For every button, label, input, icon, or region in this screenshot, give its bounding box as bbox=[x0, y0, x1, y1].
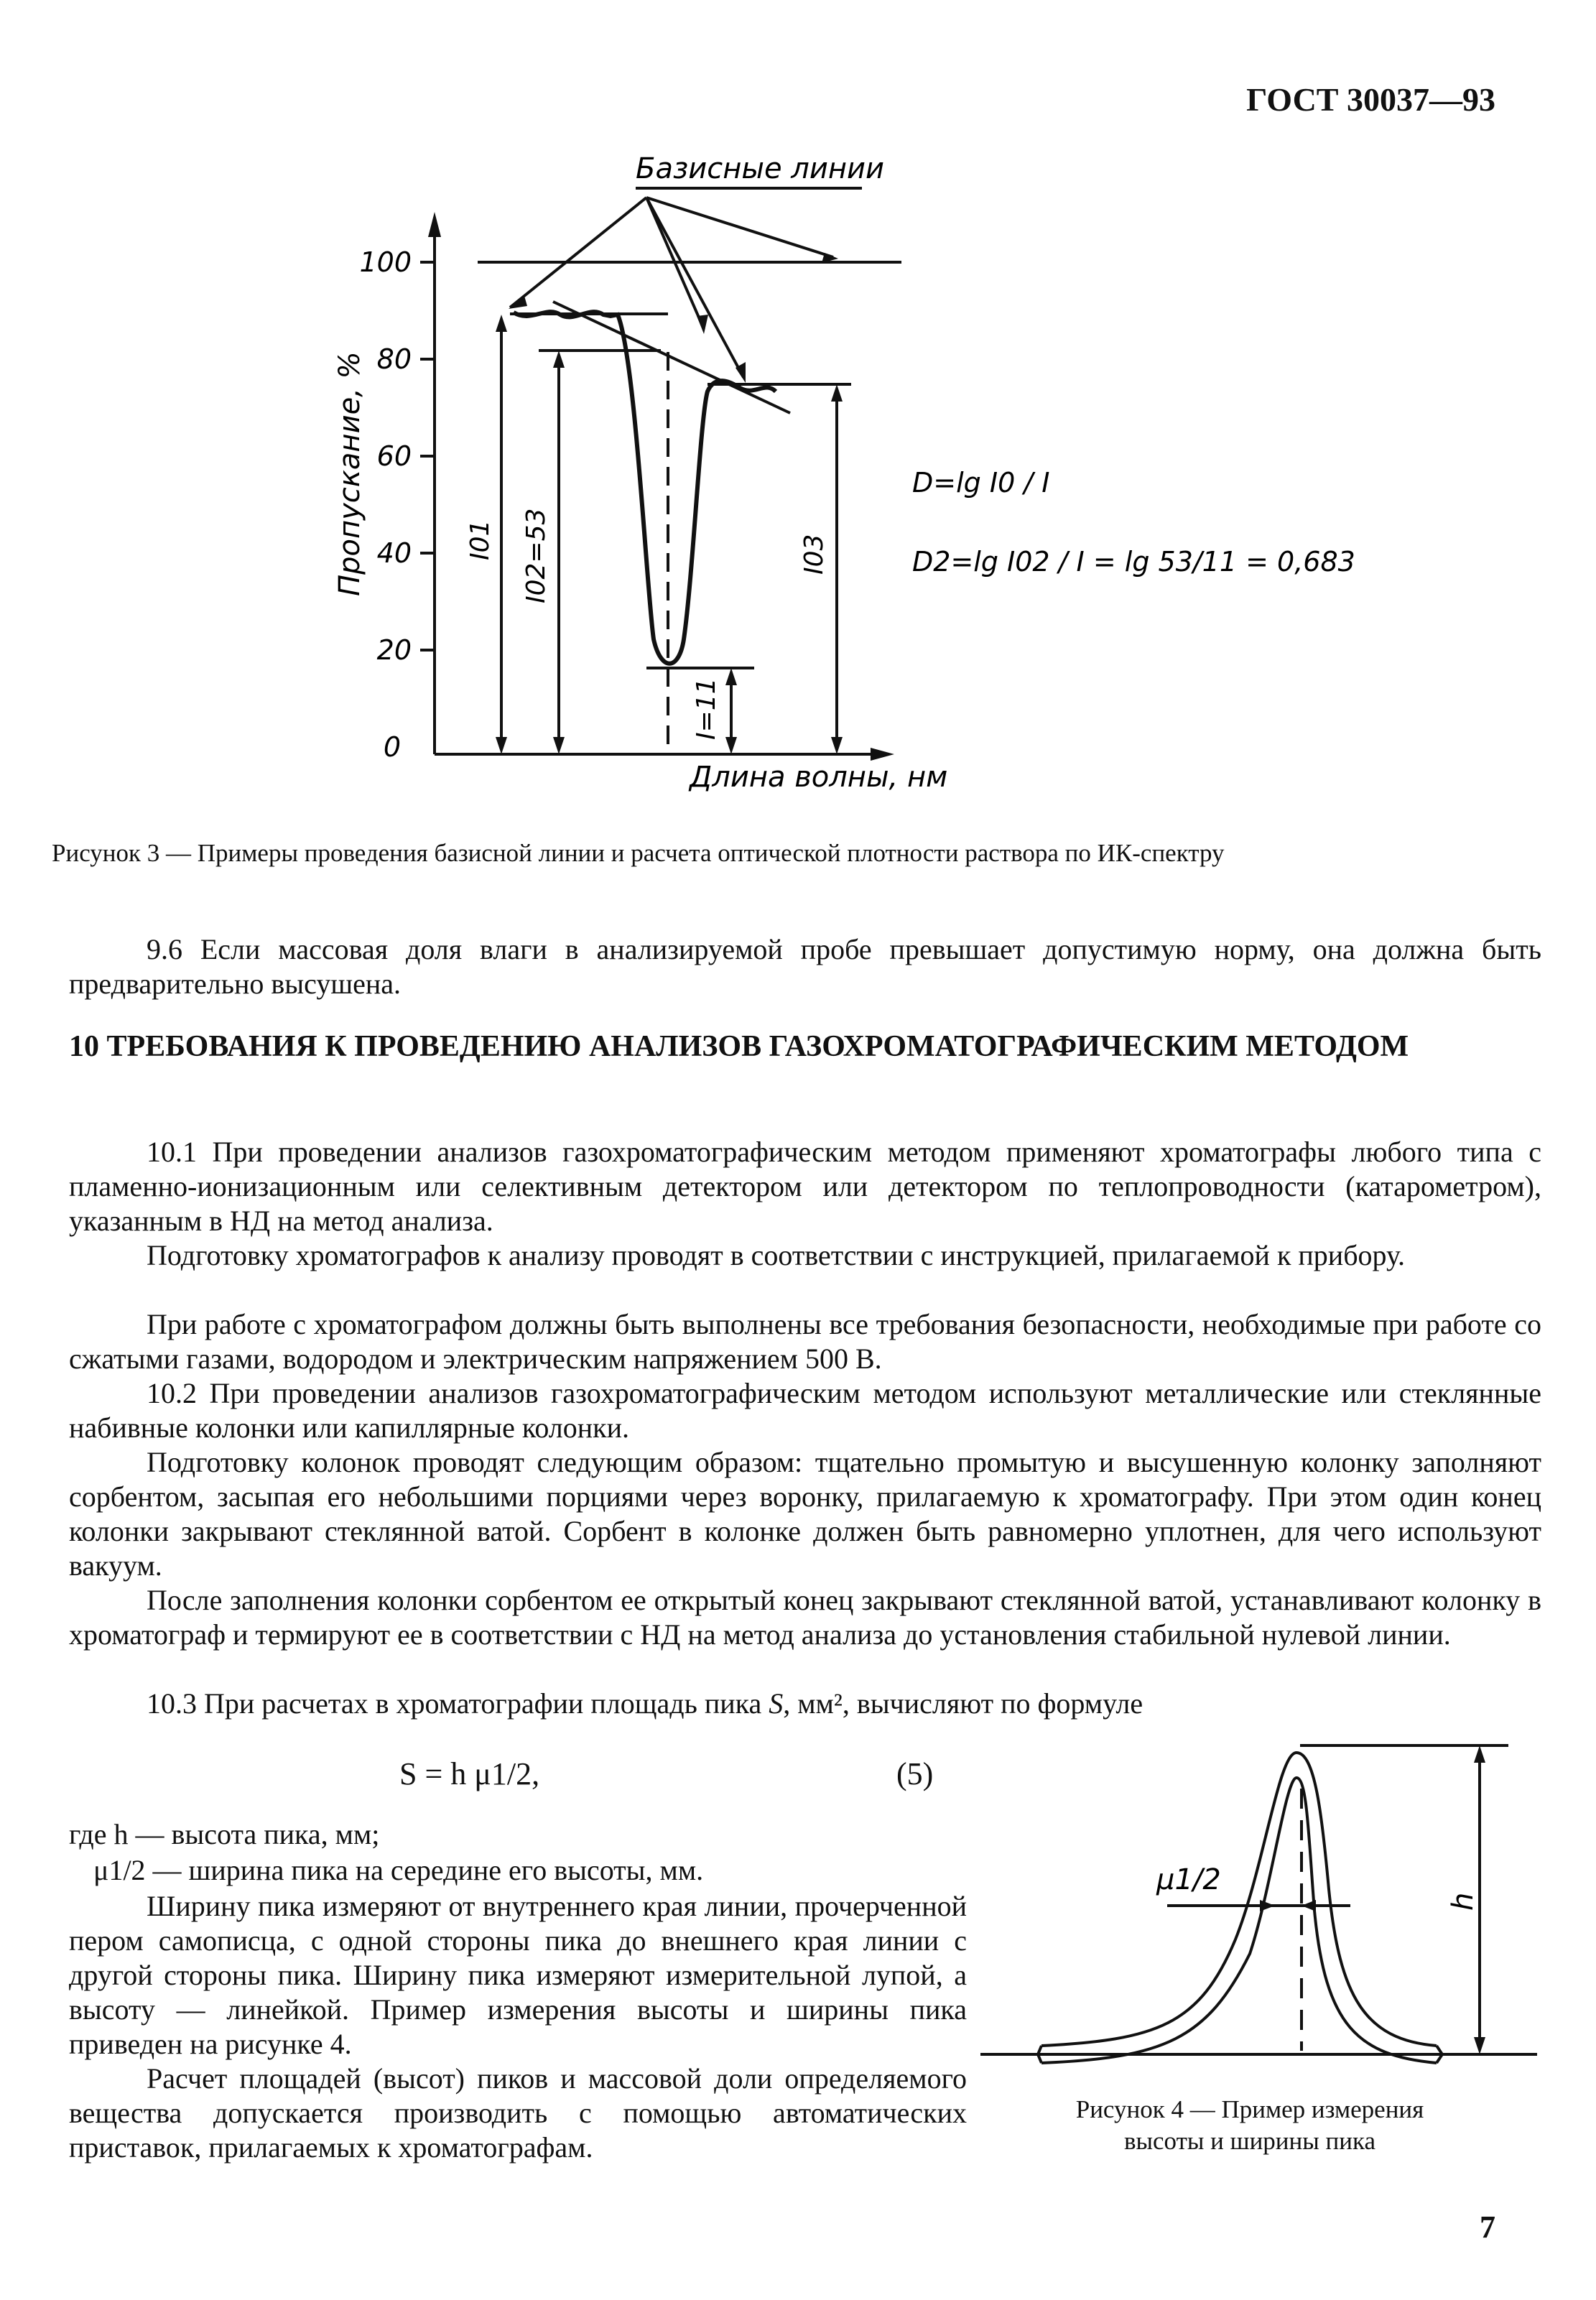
baseline-sloped bbox=[553, 302, 790, 413]
paragraph-10-2c: После заполнения колонки сорбентом ее открытый конец закрывают стеклянной ватой, устанавливают колонку в хроматограф и термируют ее в соответствии с НД на метод анализа до установления стабильной нулевой линии. bbox=[69, 1584, 1541, 1651]
y-axis-label: Пропускание, % bbox=[333, 351, 366, 596]
x-axis-label: Длина волны, нм bbox=[690, 761, 948, 794]
tick-label: 40 bbox=[376, 537, 412, 569]
paragraph-peak-width: Ширину пика измеряют от внутреннего края линии, прочерченной пером самописца, с одной стороны пика до внешнего края линии с другой стороны пика. Ширину пика измеряют измерительной лупой, а высоту — линейкой. Пример измерения высоты и ширины пика приведен на рисунке 4. bbox=[69, 1890, 967, 2060]
formula-5: S = h μ1/2, bbox=[399, 1756, 540, 1791]
paragraph-10-1: 10.1 При проведении анализов газохроматографическим методом применяют хроматографы любого типа с пламенно-ионизационным или селективным детектором или детектором по теплопроводности (катарометром), указанным в НД на метод анализа. bbox=[69, 1136, 1541, 1237]
text-run: , мм², вычисляют по формуле bbox=[783, 1687, 1143, 1720]
paragraph-10-2: 10.2 При проведении анализов газохроматографическим методом используют металлические или стеклянные набивные колонки или капиллярные колонки. bbox=[69, 1377, 1541, 1444]
baseline-label: Базисные линии bbox=[636, 152, 884, 185]
label-i: I=11 bbox=[692, 677, 721, 740]
text-run: 10.3 При расчетах в хроматографии площадь пика bbox=[147, 1687, 769, 1720]
paragraph-10-2b: Подготовку колонок проводят следующим образом: тщательно промытую и высушенную колонку заполняют сорбентом, засыпая его небольшими порциями через воронку, прилагаемую к хроматографу. При этом один конец колонки закрывают стеклянной ватой. Сорбент в колонке должен быть равномерно уплотнен, для чего используют вакуум. bbox=[69, 1446, 1541, 1582]
section-10-heading: 10 ТРЕБОВАНИЯ К ПРОВЕДЕНИЮ АНАЛИЗОВ ГАЗОХРОМАТОГРАФИЧЕСКИМ МЕТОДОМ bbox=[69, 1030, 1409, 1063]
paragraph-10-3 bbox=[69, 1687, 1541, 1721]
paragraph-peak-area: Расчет площадей (высот) пиков и массовой доли определяемого вещества допускается производить с помощью автоматических приставок, прилагаемых к хроматографам. bbox=[69, 2062, 967, 2164]
paragraph-10-1c: При работе с хроматографом должны быть выполнены все требования безопасности, необходимые при работе со сжатыми газами, водородом и электрическим напряжением 500 В. bbox=[69, 1308, 1541, 1375]
mu-label: μ1/2 bbox=[1156, 1863, 1221, 1896]
figure-4-caption bbox=[1020, 2094, 1480, 2157]
paragraph-9-6: 9.6 Если массовая доля влаги в анализируемой пробе превышает допустимую норму, она должна быть предварительно высушена. bbox=[69, 933, 1541, 1000]
figure-4-caption-line: высоты и ширины пика bbox=[1123, 2127, 1376, 2155]
formula-5-number: (5) bbox=[896, 1756, 934, 1791]
page-number: 7 bbox=[1480, 2209, 1495, 2245]
label-i02: I02=53 bbox=[521, 508, 551, 603]
tick-label: 100 bbox=[359, 246, 412, 278]
where-line-1: где h — высота пика, мм; bbox=[69, 1818, 380, 1850]
tick-label: 20 bbox=[376, 634, 412, 666]
tick-label: 0 bbox=[383, 731, 401, 763]
tick-label: 80 bbox=[376, 343, 412, 375]
label-i03: I03 bbox=[799, 534, 829, 575]
document-code: ГОСТ 30037—93 bbox=[1246, 81, 1495, 118]
figure-4-caption-line: Рисунок 4 — Пример измерения bbox=[1075, 2095, 1424, 2123]
figure-4-peak bbox=[977, 1724, 1537, 2083]
h-label: h bbox=[1447, 1892, 1480, 1911]
figure-3-spectrum bbox=[316, 144, 1355, 812]
label-i01: I01 bbox=[465, 519, 495, 560]
paragraph-10-1b: Подготовку хроматографов к анализу проводят в соответствии с инструкцией, прилагаемой к прибору. bbox=[147, 1239, 1406, 1271]
variable-s: S bbox=[769, 1687, 784, 1720]
tick-label: 60 bbox=[376, 440, 412, 472]
where-line-2: μ1/2 — ширина пика на середине его высоты, мм. bbox=[93, 1854, 704, 1886]
formula-d: D=lg I0 / I bbox=[912, 467, 1050, 499]
figure-3-caption: Рисунок 3 — Примеры проведения базисной линии и расчета оптической плотности раствора по ИК-спектру bbox=[52, 839, 1225, 867]
formula-d2: D2=lg I02 / I = lg 53/11 = 0,683 bbox=[912, 546, 1355, 578]
